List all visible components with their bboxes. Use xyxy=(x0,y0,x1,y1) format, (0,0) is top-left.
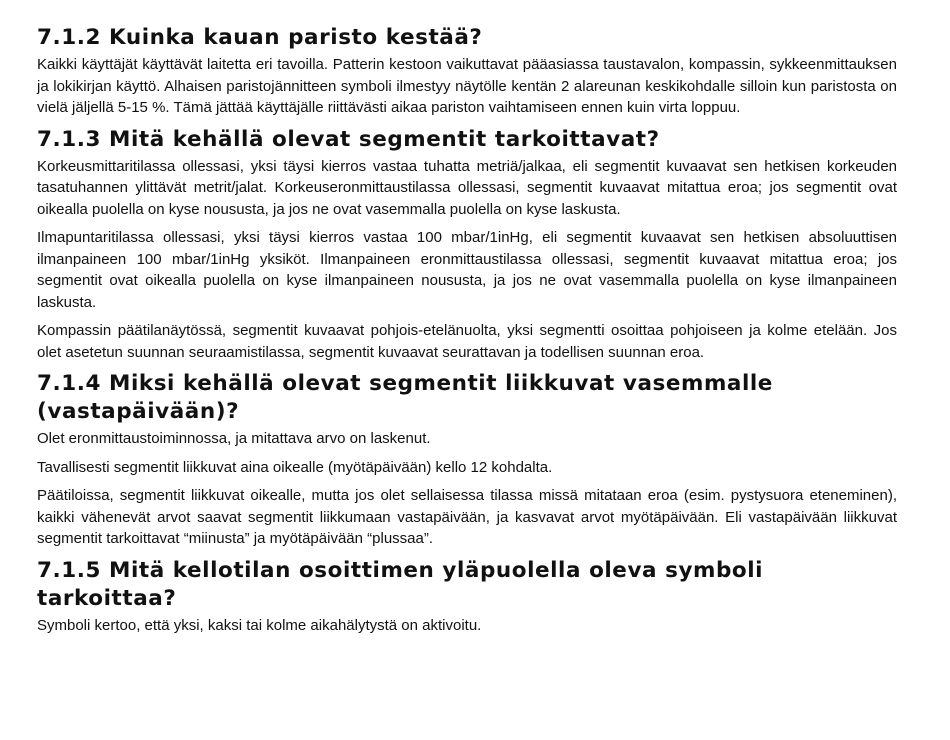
paragraph: Ilmapuntaritilassa ollessasi, yksi täysi kierros vastaa 100 mbar/1inHg, eli segmentit kuvaavat sen hetkisen absoluuttisen ilmanpaineen 100 mbar/1inHg yksiköt. Ilmanpaineen eronmittaustilassa ollessasi, segmentit kuvaavat mitattua eroa; jos segmentit ovat oikealla puolella on kyse ilmanpaineen noususta, ja jos ne ovat vasemmalla puolella on kyse ilmanpaineen laskusta. xyxy=(37,229,897,311)
paragraph: Kompassin päätilanäytössä, segmentit kuvaavat pohjois-etelänuolta, yksi segmentti osoittaa pohjoiseen ja kolme etelään. Jos olet asetetun suunnan seuraamistilassa, segmentit kuvaavat seurattavan ja todellisen suunnan eroa. xyxy=(37,322,897,361)
section-heading: 7.1.3 Mitä kehällä olevat segmentit tarkoittavat? xyxy=(37,126,660,152)
section-heading: 7.1.2 Kuinka kauan paristo kestää? xyxy=(37,25,483,50)
section-7-1-2 xyxy=(37,24,897,119)
section-heading: 7.1.4 Miksi kehällä olevat segmentit liikkuvat vasemmalle (vastapäivään)? xyxy=(37,371,773,424)
paragraph: Kaikki käyttäjät käyttävät laitetta eri tavoilla. Patterin kestoon vaikuttavat pääasiassa taustavalon, kompassin, sykkeenmittauksen ja lokikirjan käyttö. Alhaisen paristojännitteen symboli ilmestyy näytölle kentän 2 alareunan keskikohdalle silloin kun paristosta on vielä jäljellä 5-15 %. Tämä jättää käyttäjälle riittävästi aikaa pariston vaihtamiseen ennen kuin virta loppuu. xyxy=(37,56,897,116)
document-page xyxy=(37,24,897,643)
section-heading: 7.1.5 Mitä kellotilan osoittimen yläpuolella oleva symboli tarkoittaa? xyxy=(37,557,764,611)
section-7-1-5 xyxy=(37,557,897,637)
paragraph: Symboli kertoo, että yksi, kaksi tai kolme aikahälytystä on aktivoitu. xyxy=(37,616,482,634)
section-7-1-3 xyxy=(37,126,897,364)
section-7-1-4 xyxy=(37,370,897,550)
paragraph: Päätiloissa, segmentit liikkuvat oikealle, mutta jos olet sellaisessa tilassa missä mitataan eroa (esim. pystysuora eteneminen), kaikki vähenevät arvot saavat segmentit liikkumaan vastapäivään, ja kasvavat arvot myötäpäivään. Eli vastapäivään liikkuvat segmentit tarkoittavat “miinusta” ja myötäpäivään “plussaa”. xyxy=(37,487,897,547)
paragraph: Korkeusmittaritilassa ollessasi, yksi täysi kierros vastaa tuhatta metriä/jalkaa, eli segmentit kuvaavat sen hetkisen korkeuden tasatuhannen ylittävät metrit/jalat. Korkeuseronmittaustilassa ollessasi, segmentit kuvaavat mitattua eroa; jos segmentit ovat oikealla puolella on kyse noususta, ja jos ne ovat vasemmalla puolella on kyse laskusta. xyxy=(37,157,897,218)
paragraph: Tavallisesti segmentit liikkuvat aina oikealle (myötäpäivään) kello 12 kohdalta. xyxy=(37,458,553,476)
paragraph: Olet eronmittaustoiminnossa, ja mitattava arvo on laskenut. xyxy=(37,430,431,447)
